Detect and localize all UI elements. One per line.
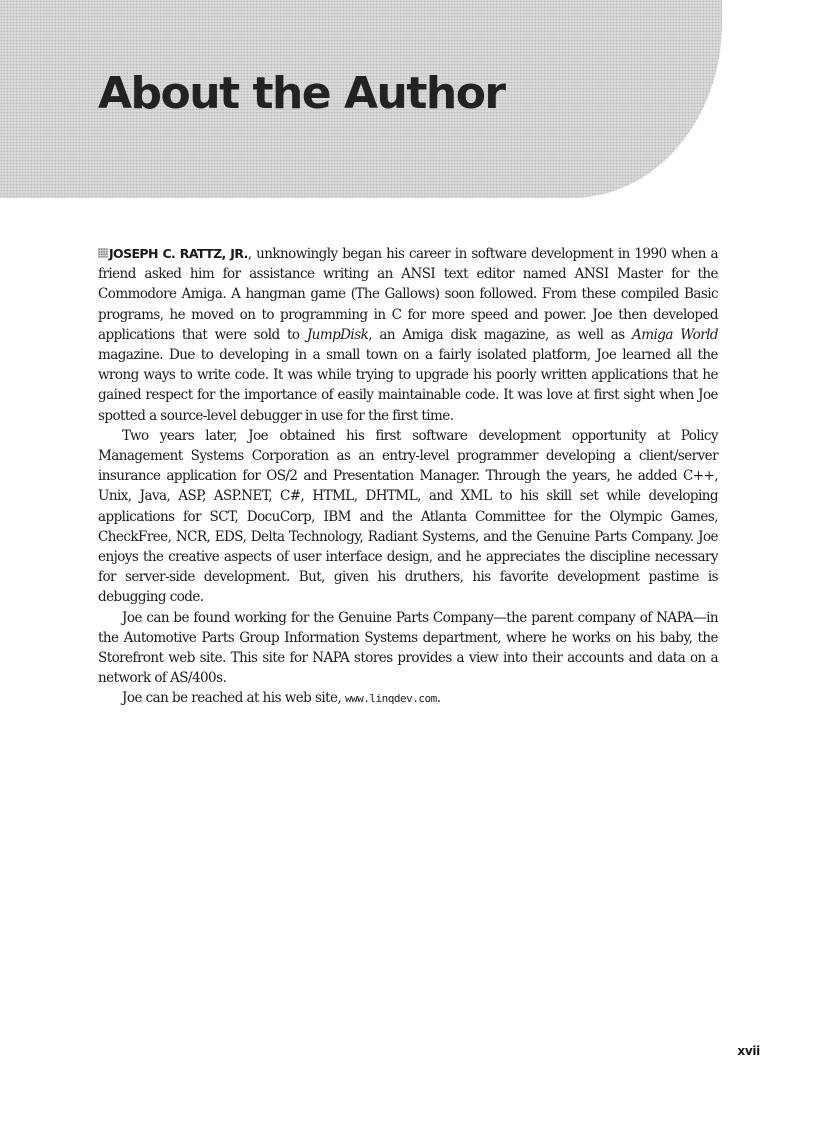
bio-text: magazine. Due to developing in a small town on a fairly isolated platform, Joe learned all the wrong ways to write code. It was while trying to upgrade his poorly written applications that he gained respect for the importance of easily maintainable code. It was love at first sight when Joe spotted a source-level debugger in use for the first time. [98,347,718,424]
bio-text: , unknowingly began his career in software development in 1990 when a friend asked him for assistance writing an ANSI text editor named ANSI Master for the Commodore Amiga. A hangman game (The Gallows) soon followed. From these compiled Basic programs, he moved on to programming in C for more speed and power. Joe then developed applications that were sold to [98,246,718,343]
magazine-title: JumpDisk [306,326,369,343]
page-number: xvii [737,1044,760,1058]
author-name: JOSEPH C. RATTZ, JR. [109,246,248,261]
bio-text: , an Amiga disk magazine, as well as [368,326,633,343]
bio-paragraph-4 [98,688,718,709]
chapter-title: About the Author [98,68,505,119]
bullet-icon [98,248,108,258]
author-bio [98,244,718,710]
bio-paragraph-1 [98,244,718,426]
bio-paragraph-2: Two years later, Joe obtained his first software development opportunity at Policy Management Systems Corporation as an entry-level programmer developing a client/server insurance application for OS/2 and Presentation Manager. Through the years, he added C++, Unix, Java, ASP, ASP.NET, C#, HTML, DHTML, and XML to his skill set while developing applications for SCT, DocuCorp, IBM and the Atlanta Committee for the Olympic Games, CheckFree, NCR, EDS, Delta Technology, Radiant Systems, and the Genuine Parts Company. Joe enjoys the creative aspects of user interface design, and he appreciates the discipline necessary for server-side development. But, given his druthers, his favorite development pastime is debugging code. [98,427,718,606]
bio-text: Joe can be reached at his web site, [122,690,345,707]
magazine-title: Amiga World [632,326,718,343]
bio-text: . [436,690,441,707]
bio-paragraph-3: Joe can be found working for the Genuine Parts Company—the parent company of NAPA—in the Automotive Parts Group Information Systems department, where he works on his baby, the Storefront web site. This site for NAPA stores provides a view into their accounts and data on a network of AS/400s. [98,609,718,687]
website-link[interactable]: www.linqdev.com [344,692,437,706]
